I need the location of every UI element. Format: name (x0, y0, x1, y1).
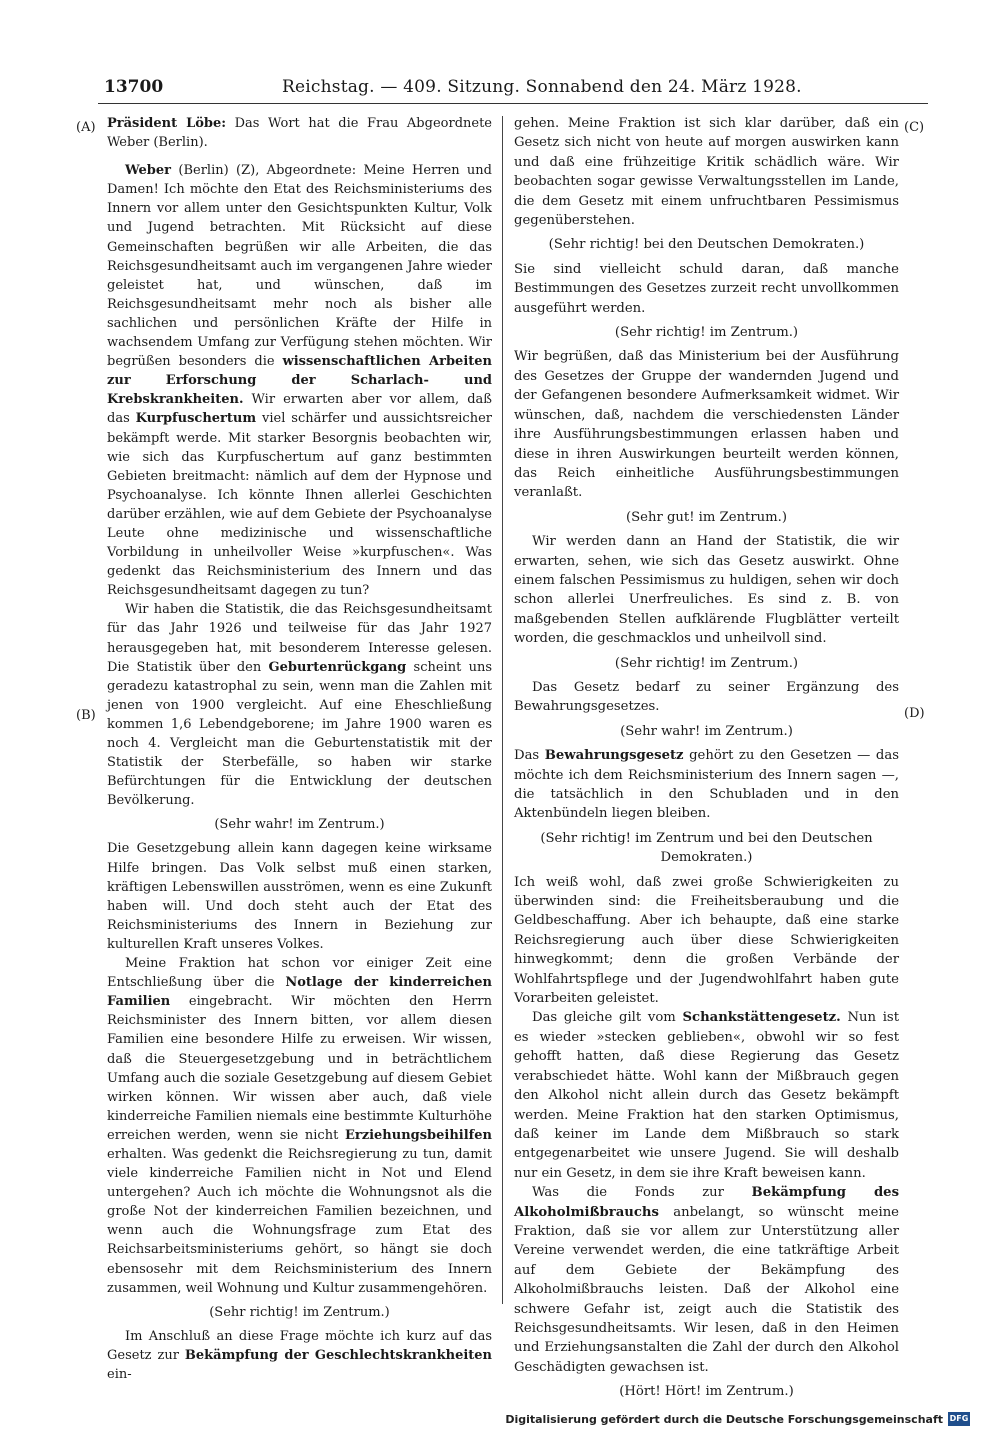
left-column (107, 114, 492, 1384)
paragraph: Das Bewahrungsgesetz gehört zu den Gesetzen — das möchte ich dem Reichsministerium des Innern sagen —, die tatsächlich in den Schubladen und in den Aktenbündeln liegen bleiben. (514, 748, 899, 822)
paragraph: Ich weiß wohl, daß zwei große Schwierigkeiten zu überwinden sind: die Freiheitsberaubung und die Geldbeschaffung. Aber ich behaupte, daß eine starke Reichsregierung auch über diese Schwierigkeiten hinwegkommt; denn die großen Verbände der Wohlfahrtspflege und der Jugendwohlfahrt haben gute Vorarbeiten geleistet. (514, 874, 899, 1007)
paragraph: Die Gesetzgebung allein kann dagegen keine wirksame Hilfe bringen. Das Volk selbst muß einen starken, kräftigen Lebenswillen ausströmen, wenn es eine Zukunft haben will. Und doch steht auch der Etat des Reichsministeriums des Innern in Beziehung zur kulturellen Kraft unseres Volkes. (107, 841, 492, 952)
interjection: (Sehr richtig! bei den Deutschen Demokraten.) (548, 237, 865, 253)
interjection: (Sehr wahr! im Zentrum.) (620, 723, 793, 739)
interjection: (Sehr richtig! im Zentrum.) (614, 655, 799, 671)
interjection: (Sehr richtig! im Zentrum.) (209, 1304, 390, 1320)
page-header (92, 76, 932, 102)
margin-marker-b: (B) (76, 708, 96, 723)
paragraph: Das Gesetz bedarf zu seiner Ergänzung des Bewahrungsgesetzes. (514, 679, 899, 715)
paragraph: gehen. Meine Fraktion ist sich klar darüber, daß ein Gesetz sich nicht von heute auf morgen auswirken kann und daß eine frühzeitige Kritik schädlich wäre. Wir beobachten sogar gewisse Verwaltungsstellen im Lande, die dem Gesetz mit einem unfruchtbaren Pessimismus gegenüberstehen. (514, 116, 899, 229)
paragraph: Sie sind vielleicht schuld daran, daß manche Bestimmungen des Gesetzes zurzeit recht unvollkommen ausgeführt werden. (514, 261, 899, 316)
interjection: (Hört! Hört! im Zentrum.) (619, 1384, 794, 1400)
interjection: (Sehr richtig! im Zentrum und bei den Deutschen Demokraten.) (540, 830, 873, 866)
page-number: 13700 (104, 77, 164, 97)
paragraph: Wir werden dann an Hand der Statistik, die wir erwarten, sehen, wie sich das Gesetz auswirkt. Ohne einem falschen Pessimismus zu huldigen, sehen wir doch schon allerlei Unerfreuliches. Es sind z. B. von maßgebenden Stellen aufklärende Flugblätter verteilt worden, die geschmacklos und unheilvoll sind. (514, 534, 899, 647)
speaker-name: Präsident Löbe: (107, 116, 227, 131)
margin-marker-c: (C) (904, 120, 925, 135)
footer-credit (505, 1412, 970, 1426)
interjection: (Sehr richtig! im Zentrum.) (614, 325, 799, 341)
header-rule (98, 103, 928, 104)
column-divider (502, 116, 503, 1304)
paragraph: Was die Fonds zur Bekämpfung des Alkoholmißbrauchs anbelangt, so wünscht meine Fraktion, daß sie vor allem zur Unterstützung aller Vereine verwendet werden, die eine tatkräftige Arbeit auf dem Gebiete der Bekämpfung des Alkoholmißbrauchs leisten. Daß der Alkohol eine schwere Gefahr ist, zeigt auch die Statistik des Reichsgesundheitsamts. Wir lesen, daß in den Heimen und Erziehungsanstalten die Zahl der durch den Alkohol Geschädigten gewachsen ist. (514, 1185, 899, 1375)
paragraph: Wir begrüßen, daß das Ministerium bei der Ausführung des Gesetzes der Gruppe der wandernden Jugend und der Gefangenen besondere Aufmerksamkeit widmet. Wir wünschen, daß, nachdem die verschiedensten Länder ihre Ausführungsbestimmungen erlassen haben und diese in ihren Auswirkungen beurteilt werden können, das Reich einheitliche Ausführungsbestimmungen veranlaßt. (514, 349, 899, 501)
dfg-logo-icon: DFG (948, 1412, 970, 1426)
interjection: (Sehr wahr! im Zentrum.) (214, 817, 385, 833)
interjection: (Sehr gut! im Zentrum.) (625, 509, 787, 525)
margin-marker-a: (A) (76, 120, 96, 135)
running-title: Reichstag. — 409. Sitzung. Sonnabend den 24. März 1928. (282, 77, 802, 97)
footer-text: Digitalisierung gefördert durch die Deutsche Forschungsgemeinschaft (505, 1412, 943, 1426)
paragraph: Präsident Löbe: Das Wort hat die Frau Abgeordnete Weber (Berlin). (107, 116, 492, 151)
paragraph: Wir haben die Statistik, die das Reichsgesundheitsamt für das Jahr 1926 und teilweise für das Jahr 1927 herausgegeben hat, mit besonderem Interesse gelesen. Die Statistik über den Geburtenrückgang scheint uns geradezu katastrophal zu sein, wenn man die Zahlen mit jenen von 1900 vergleicht. Auf eine Eheschließung kommen 1,6 Lebendgeborene; im Jahre 1900 waren es noch 4. Vergleicht man die Geburtenstatistik mit der Statistik der Sterbefälle, so haben wir starke Befürchtungen für die Entwicklung der deutschen Bevölkerung. (107, 602, 492, 809)
speaker-name: Weber (125, 163, 172, 179)
right-column (514, 114, 899, 1407)
paragraph: Im Anschluß an diese Frage möchte ich kurz auf das Gesetz zur Bekämpfung der Geschlechtskrankheiten ein- (107, 1328, 492, 1382)
margin-marker-d: (D) (904, 706, 925, 721)
paragraph: Weber (Berlin) (Z), Abgeordnete: Meine Herren und Damen! Ich möchte den Etat des Reichsministeriums des Innern vor allem unter den Gesichtspunkten Kultur, Volk und Jugend betrachten. Mit Rücksicht auf diese Gemeinschaften begrüßen wir alle Arbeiten, die das Reichsgesundheitsamt auch im vergangenen Jahre wieder geleistet hat, und wünschen, daß im Reichsgesundheitsamt mehr noch als bisher alle sachlichen und persönlichen Kräfte der Hilfe in wachsendem Umfang zur Verfügung stehen möchten. Wir begrüßen besonders die wissenschaftlichen Arbeiten zur Erforschung der Scharlach- und Krebskrankheiten. Wir erwarten aber vor allem, daß das Kurpfuschertum viel schärfer und aussichtsreicher bekämpft werde. Mit starker Besorgnis beobachten wir, wie sich das Kurpfuschertum auf ganz bestimmten Gebieten breitmacht: nämlich auf dem der Hypnose und Psychoanalyse. Ich könnte Ihnen allerlei Geschichten darüber erzählen, wie auf dem Gebiete der Psychoanalyse Leute ohne medizinische und wissenschaftliche Vorbildung in unheilvoller Weise »kurpfuschen«. Was gedenkt das Reichsministerium des Innern und das Reichsgesundheitsamt dagegen zu tun? (107, 163, 492, 599)
paragraph: Das gleiche gilt vom Schankstättengesetz. Nun ist es wieder »stecken geblieben«, obwohl wir so fest gehofft hatten, daß diese Regierung das Gesetz verabschiedet hätte. Wohl kann der Mißbrauch gegen den Alkohol nicht allein durch das Gesetz bekämpft werden. Meine Fraktion hat den starken Optimismus, daß keiner im Lande dem Mißbrauch so stark entgegenarbeitet wie unsere Jugend. Sie will deshalb nur ein Gesetz, in dem sie ihre Kraft beweisen kann. (514, 1010, 899, 1181)
paragraph: Meine Fraktion hat schon vor einiger Zeit eine Entschließung über die Notlage der kinderreichen Familien eingebracht. Wir möchten den Herrn Reichsminister des Innern bitten, vor allem diesen Familien eine besondere Hilfe zu erweisen. Wir wissen, daß die Steuergesetzgebung und in beträchtlichem Umfang auch die soziale Gesetzgebung auf diesem Gebiet wirken können. Wir wissen aber auch, daß viele kinderreiche Familien niemals eine bestimmte Kulturhöhe erreichen werden, wenn sie nicht Erziehungsbeihilfen erhalten. Was gedenkt die Reichsregierung zu tun, damit viele kinderreiche Familien nicht in Not und Elend untergehen? Auch ich möchte die Wohnungsnot als die große Not der kinderreichen Familien bezeichnen, und wenn auch die Wohnungsfrage zum Etat des Reichsarbeitsministeriums gehört, so hängt sie doch ebensosehr mit dem Reichsministerium des Innern zusammen, weil Wohnung und Kultur zusammengehören. (107, 956, 492, 1296)
